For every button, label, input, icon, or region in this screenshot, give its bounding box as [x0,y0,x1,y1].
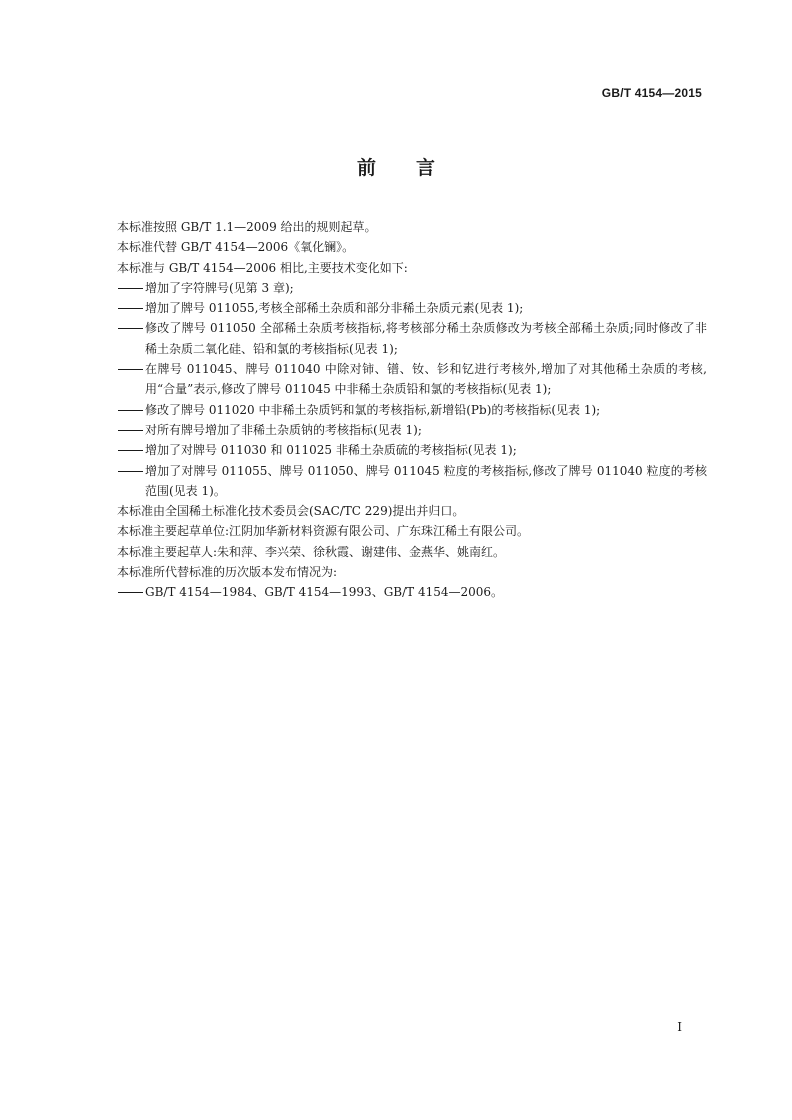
change-item [117,298,707,318]
page-number: I [677,1020,682,1034]
paragraph: 本标准代替 GB/T 4154—2006《氧化镧》。 [117,240,355,255]
change-item [117,359,707,400]
change-item [117,440,707,460]
change-item-text: 修改了牌号 011020 中非稀土杂质钙和氯的考核指标,新增铅(Pb)的考核指标(见表 1); [145,402,601,417]
paragraph: 本标准主要起草单位:江阴加华新材料资源有限公司、广东珠江稀土有限公司。 [117,524,530,539]
change-item-text: 对所有牌号增加了非稀土杂质钠的考核指标(见表 1); [145,422,422,437]
change-item [117,400,707,420]
page-title: 前言 [356,157,475,179]
paragraph: 本标准主要起草人:朱和萍、李兴荣、徐秋霞、谢建伟、金燕华、姚南红。 [117,544,506,559]
paragraph: 本标准与 GB/T 4154—2006 相比,主要技术变化如下: [117,260,408,275]
change-item-text: 修改了牌号 011050 全部稀土杂质考核指标,将考核部分稀土杂质修改为考核全部稀土杂质;同时修改了非稀土杂质二氧化硅、铅和氯的考核指标(见表 1); [145,321,707,356]
change-item-text: 增加了对牌号 011030 和 011025 非稀土杂质硫的考核指标(见表 1); [145,443,517,458]
standard-code: GB/T 4154—2015 [601,86,702,100]
change-item [117,318,707,359]
paragraph: 本标准所代替标准的历次版本发布情况为: [117,565,338,580]
change-item [117,420,707,440]
change-item-text: 增加了牌号 011055,考核全部稀土杂质和部分非稀土杂质元素(见表 1); [145,301,524,316]
change-item-text: 在牌号 011045、牌号 011040 中除对铈、镨、钕、钐和钇进行考核外,增加了对其他稀土杂质的考核,用“合量”表示,修改了牌号 011045 中非稀土杂质铅和氯的考核指标(见表 1); [145,362,707,397]
change-item-text: 增加了字符牌号(见第 3 章); [145,280,294,295]
history-item-text: GB/T 4154—1984、GB/T 4154—1993、GB/T 4154—2006。 [145,585,504,600]
change-item [117,461,707,502]
change-item-text: 增加了对牌号 011055、牌号 011050、牌号 011045 粒度的考核指标,修改了牌号 011040 粒度的考核范围(见表 1)。 [145,463,707,498]
paragraph: 本标准由全国稀土标准化技术委员会(SAC/TC 229)提出并归口。 [117,504,465,519]
foreword-body [117,217,707,603]
change-item [117,278,707,298]
paragraph: 本标准按照 GB/T 1.1—2009 给出的规则起草。 [117,220,377,234]
history-item [117,582,707,602]
